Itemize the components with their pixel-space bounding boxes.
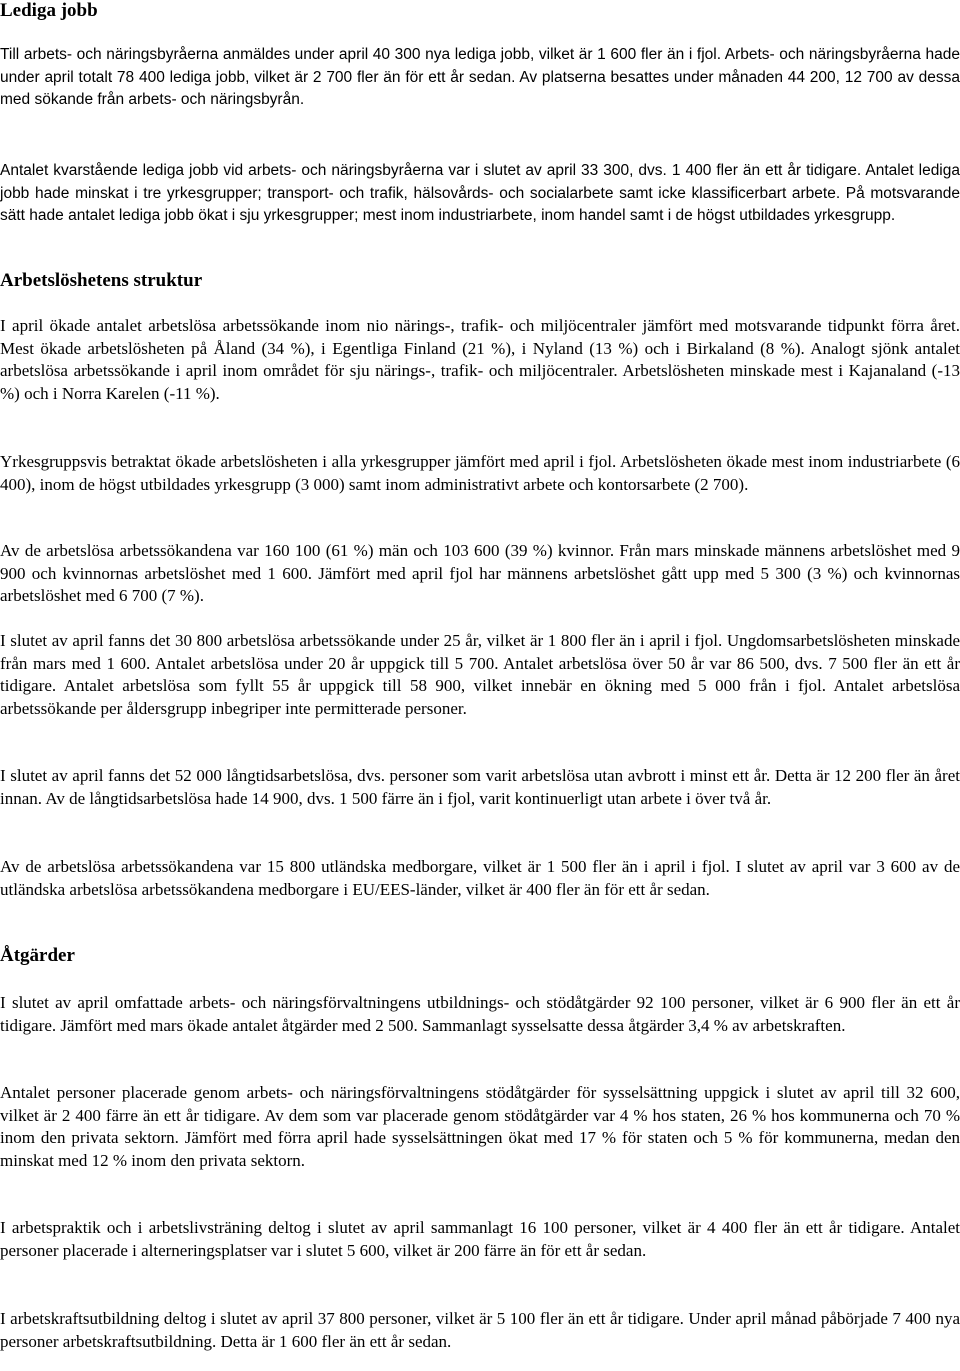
section-heading-arbetsloshetens-struktur: Arbetslöshetens struktur (0, 270, 203, 291)
paragraph: I slutet av april fanns det 52 000 långtidsarbetslösa, dvs. personer som varit arbetslösa utan avbrott i minst ett år. Detta är 12 200 fler än året innan. Av de långtidsarbetslösa hade 14 900, dvs. 1 500 färre än i fjol, varit kontinuerligt utan arbete i över två år. (0, 766, 960, 808)
paragraph: Till arbets- och näringsbyråerna anmäldes under april 40 300 nya lediga jobb, vilket är 1 600 fler än i fjol. Arbets- och näringsbyråerna hade under april totalt 78 400 lediga jobb, vilket är 2 700 fler än för ett år sedan. Av platserna besattes under månaden 44 200, 12 700 av dessa med sökande från arbets- och näringsbyrån. (0, 46, 960, 108)
paragraph: I arbetspraktik och i arbetslivsträning deltog i slutet av april sammanlagt 16 100 personer, vilket är 4 400 fler än ett år tidigare. Antalet personer placerade i alterneringsplatser var i slutet 5 600, vilket är 200 färre än för ett år sedan. (0, 1218, 960, 1260)
paragraph: I slutet av april omfattade arbets- och näringsförvaltningens utbildnings- och stödåtgärder 92 100 personer, vilket är 6 900 fler än ett år tidigare. Jämfört med mars ökade antalet åtgärder med 2 500. Sammanlagt sysselsatte dessa åtgärder 3,4 % av arbetskraften. (0, 993, 960, 1035)
section-heading-lediga-jobb: Lediga jobb (0, 0, 98, 21)
paragraph: I april ökade antalet arbetslösa arbetssökande inom nio närings-, trafik- och miljöcentraler jämfört med motsvarande tidpunkt förra året. Mest ökade arbetslösheten på Åland (34 %), i Egentliga Finland (21 %), i Nyland (13 %) och i Birkaland (8 %). Analogt sjönk antalet arbetslösa arbetssökande i april inom området för sju närings-, trafik- och miljöcentraler. Arbetslösheten minskade mest i Kajanaland (-13 %) och i Norra Karelen (-11 %). (0, 316, 960, 403)
paragraph: Av de arbetslösa arbetssökandena var 160 100 (61 %) män och 103 600 (39 %) kvinnor. Från mars minskade männens arbetslöshet med 9 900 och kvinnornas arbetslöshet med 1 600. Jämfört med april fjol har männens arbetslöshet gått upp med 5 300 (3 %) och kvinnornas arbetslöshet med 6 700 (7 %). (0, 541, 960, 605)
paragraph: Antalet personer placerade genom arbets- och näringsförvaltningens stödåtgärder för sysselsättning uppgick i slutet av april till 32 600, vilket är 2 400 färre än ett år tidigare. Av dem som var placerade genom stödåtgärder var 4 % hos staten, 26 % hos kommunerna och 70 % inom den privata sektorn. Jämfört med förra april hade sysselsättningen ökat med 17 % för staten och 5 % för kommunerna, medan den minskat med 12 % inom den privata sektorn. (0, 1083, 960, 1170)
paragraph: Av de arbetslösa arbetssökandena var 15 800 utländska medborgare, vilket är 1 500 fler än i april i fjol. I slutet av april var 3 600 av de utländska arbetslösa arbetssökandena medborgare i EU/EES-länder, vilket är 400 fler än för ett år sedan. (0, 857, 960, 899)
section-heading-atgarder: Åtgärder (0, 945, 75, 966)
paragraph: Yrkesgruppsvis betraktat ökade arbetslösheten i alla yrkesgrupper jämfört med april i fjol. Arbetslösheten ökade mest inom industriarbete (6 400), inom de högst utbildades yrkesgrupp (3 000) samt inom administrativt arbete och kontorsarbete (2 700). (0, 452, 960, 494)
paragraph: I slutet av april fanns det 30 800 arbetslösa arbetssökande under 25 år, vilket är 1 800 fler än i april i fjol. Ungdomsarbetslösheten minskade från mars med 1 600. Antalet arbetslösa under 20 år uppgick till 5 700. Antalet arbetslösa över 50 år var 86 500, dvs. 7 500 fler än ett år tidigare. Antalet arbetslösa som fyllt 55 år uppgick till 58 900, vilket innebär en ökning med 5 000 från i fjol. Antalet arbetslösa arbetssökande per åldersgrupp inbegriper inte permitterade personer. (0, 631, 960, 718)
paragraph: I arbetskraftsutbildning deltog i slutet av april 37 800 personer, vilket är 5 100 fler än ett år tidigare. Under april månad påbörjade 7 400 nya personer arbetskraftsutbildning. Detta är 1 600 fler än ett år sedan. (0, 1309, 960, 1351)
paragraph: Antalet kvarstående lediga jobb vid arbets- och näringsbyråerna var i slutet av april 33 300, dvs. 1 400 fler än ett år tidigare. Antalet lediga jobb hade minskat i tre yrkesgrupper; transport- och trafik, hälsovårds- och socialarbete samt icke klassificerbart arbete. På motsvarande sätt hade antalet lediga jobb ökat i sju yrkesgrupper; mest inom industriarbete, inom handel samt i de högst utbildades yrkesgrupp. (0, 162, 960, 224)
